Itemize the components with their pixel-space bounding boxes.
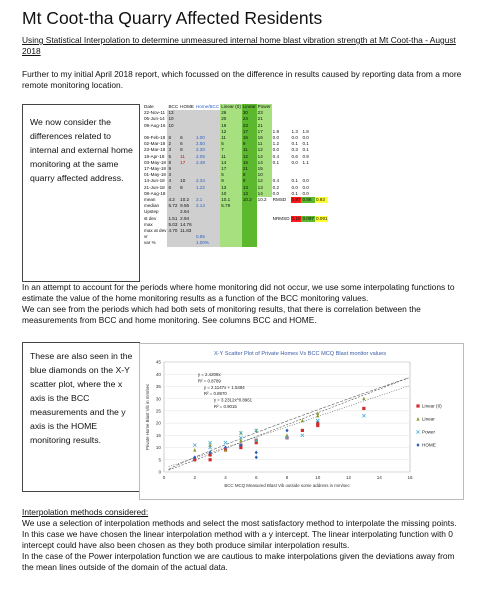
table-cell: 7	[220, 147, 242, 153]
table-cell: 3	[167, 147, 179, 153]
table-cell: 0.86	[301, 197, 315, 203]
trendline-equation: R² = 0.9015	[213, 404, 237, 409]
table-cell: 0.93	[315, 197, 329, 203]
legend-marker	[416, 430, 419, 433]
x-tick-label: 2	[193, 475, 197, 480]
table-cell: 1.00	[195, 135, 220, 141]
legend-label: Linear (0)	[422, 403, 442, 409]
x-tick-label: 12	[345, 475, 352, 480]
legend-label: Power	[422, 429, 436, 435]
y-tick-label: 35	[155, 384, 161, 390]
table-cell: 8	[179, 185, 195, 191]
table-cell: 5	[220, 172, 242, 178]
table-cell	[167, 240, 179, 246]
legend-marker	[416, 417, 419, 421]
x-tick-label: 10	[315, 475, 321, 480]
methods-paragraph-2: In this case we have chosen the linear interpolation method with a y intercept. The linear interpolating function with 0 intercept could have also been chosen as they both produce similar interpolation results.	[22, 529, 453, 550]
y-tick-label: 40	[155, 371, 161, 377]
table-cell: 17	[242, 129, 257, 135]
trendline-equation: y = 3.2312x^0.8961	[213, 397, 253, 403]
table-cell: 0.0	[302, 135, 309, 141]
table-cell: st dev	[144, 215, 157, 221]
table-cell: 14	[220, 160, 242, 166]
table-cell	[257, 240, 272, 246]
table-cell: 2.64	[179, 209, 195, 215]
table-cell: 10	[167, 116, 179, 122]
table-cell: median	[144, 203, 160, 209]
table-cell: 20	[220, 116, 242, 122]
table-cell: 10	[179, 178, 195, 184]
y-tick-label: 30	[155, 396, 161, 402]
table-cell: 11	[220, 154, 242, 160]
scatter-plot-svg	[140, 344, 463, 499]
y-tick-label: 45	[155, 359, 161, 365]
table-cell: 10.2	[179, 197, 195, 203]
table-cell: 2.05	[195, 154, 220, 160]
table-cell: 0.091	[315, 215, 328, 221]
table-cell: 05-Jun-14	[144, 116, 165, 122]
y-tick-label: 10	[155, 445, 161, 451]
spreadsheet-table	[143, 104, 463, 273]
table-cell: 5	[167, 154, 179, 160]
table-cell: 11	[179, 154, 195, 160]
table-cell: 0.0	[291, 184, 298, 190]
table-cell: 16	[242, 135, 257, 141]
table-cell: 21	[257, 123, 272, 129]
data-point	[301, 429, 304, 432]
table-cell: 14-Jun-18	[144, 178, 165, 184]
y-tick-label: 20	[155, 420, 161, 426]
table-cell	[242, 240, 257, 246]
table-cell: 0.3	[291, 147, 298, 153]
data-grid	[143, 104, 328, 247]
table-cell: 19	[220, 123, 242, 129]
paragraph-interpolation: In an attempt to account for the periods where home monitoring did not occur, we use some interpolating functions to estimate the value of the home monitoring results as a function of the BCC monitoring values.	[22, 282, 455, 303]
table-cell: 14.76	[179, 222, 195, 228]
table-cell: 1.9	[272, 128, 280, 134]
table-cell: 1.3	[291, 128, 298, 134]
table-cell: 2.30	[195, 147, 220, 153]
scatter-chart	[139, 343, 464, 500]
y-tick-label: 5	[158, 457, 161, 463]
table-cell: 2.14	[195, 203, 220, 209]
chart-title: X-Y Scatter Plot of Private Homes Vs BCC MCQ Blast monitor values	[213, 351, 387, 357]
table-cell: 6	[167, 185, 179, 191]
table-cell: 0.1	[291, 141, 298, 147]
data-point	[209, 458, 212, 461]
header-cell: HOME	[180, 104, 194, 109]
table-cell: 2.1	[195, 197, 220, 203]
table-cell: 9	[242, 141, 257, 147]
table-cell	[220, 240, 242, 246]
table-cell: 23	[257, 110, 272, 116]
table-cell: 1.00%	[195, 240, 220, 246]
legend-marker	[416, 404, 419, 407]
interpolation-explanation	[22, 282, 462, 326]
table-cell	[301, 240, 315, 246]
trendline-equation: y = 2.4208x	[197, 372, 221, 377]
table-cell: 0.0	[272, 147, 280, 153]
table-cell: 30	[242, 110, 257, 116]
table-cell: 0.4	[272, 178, 280, 184]
table-cell: 9	[242, 178, 257, 184]
table-cell: 10	[220, 191, 242, 197]
table-cell: 06-Feb-18	[144, 135, 166, 141]
y-tick-label: 0	[158, 469, 161, 475]
table-cell: 10.2	[242, 197, 257, 203]
table-cell: 12	[257, 178, 272, 184]
table-cell: 10.2	[257, 197, 267, 203]
intro-paragraph: Further to my initial April 2018 report, which focussed on the difference in results caused by reporting data from a more remote monitoring location.	[22, 69, 462, 90]
table-cell: 9	[167, 166, 179, 172]
header-cell: Linear	[242, 104, 256, 109]
table-cell: 1.22	[195, 185, 220, 191]
table-cell: 17	[257, 129, 272, 135]
table-cell: 15	[257, 166, 272, 172]
table-cell: 14	[257, 154, 272, 160]
table-cell: 11	[220, 135, 242, 141]
stats-row	[143, 240, 328, 246]
table-cell: 24	[242, 116, 257, 122]
table-cell	[179, 240, 195, 246]
table-cell: 8	[242, 172, 257, 178]
legend-marker	[416, 443, 419, 447]
table-cell: 1.2	[272, 141, 280, 147]
table-cell: 1.1	[302, 159, 309, 165]
table-cell: 0.0	[272, 190, 280, 196]
table-cell: 10	[167, 123, 179, 129]
x-tick-label: 4	[224, 475, 227, 480]
table-cell: 6	[179, 141, 195, 147]
table-cell: var %	[144, 240, 156, 246]
table-cell: 0.0	[302, 190, 309, 196]
table-cell: 0.1	[291, 190, 298, 196]
y-axis-label: Private Home Blast Vib in mm/sec	[145, 383, 150, 451]
legend-label: Linear	[422, 416, 435, 422]
table-cell: 2.34	[195, 178, 220, 184]
table-cell: 0.6	[291, 153, 298, 159]
table-cell: 17	[179, 160, 195, 166]
table-cell: 9.56	[179, 203, 195, 209]
y-tick-label: 15	[155, 432, 161, 438]
table-cell: 4	[167, 178, 179, 184]
table-cell: 10	[257, 172, 272, 178]
table-cell: 14	[257, 160, 272, 166]
sidebar-note-text: These are also seen in the blue diamonds on the X-Y scatter plot, where the x axis is the BCC measurements and the y axis is the HOME monitoring results.	[30, 351, 133, 445]
legend-label: HOME	[422, 442, 436, 448]
table-cell: 22-Nov-11	[144, 110, 166, 116]
data-point	[362, 407, 365, 410]
table-cell: 15	[242, 160, 257, 166]
table-cell: 11.83	[179, 228, 195, 234]
table-cell: 09-Aug-16	[144, 122, 166, 128]
x-tick-label: 16	[407, 475, 413, 480]
x-tick-label: 14	[376, 475, 382, 480]
header-cell: Power	[257, 104, 271, 109]
table-cell	[272, 240, 291, 246]
table-cell: 13	[257, 185, 272, 191]
sidebar-note-text: We now consider the differences related to internal and external home monitoring at the same quarry affected address.	[30, 117, 133, 183]
table-cell: 0.1	[272, 159, 280, 165]
table-cell: Upstep	[144, 209, 159, 215]
table-cell: 0.1	[302, 141, 309, 147]
methods-heading: Interpolation methods considered:	[22, 507, 149, 517]
table-cell: 3	[167, 172, 179, 178]
table-cell: 19-Apr-18	[144, 153, 165, 159]
header-cell: Home/BCC	[195, 104, 220, 109]
table-cell: 6	[179, 135, 195, 141]
table-cell: 23-Mar-18	[144, 147, 166, 153]
table-cell: 13	[242, 185, 257, 191]
table-cell: 0.85	[195, 234, 220, 240]
table-cell: 5.72	[168, 203, 178, 209]
x-axis-label: BCC MCQ Measured Blast Vib outside some address in mm/sec	[224, 483, 350, 488]
table-cell: 23	[242, 123, 257, 129]
table-cell: 11	[242, 147, 257, 153]
table-cell: 0.0	[302, 178, 309, 184]
methods-paragraph-1: We use a selection of interpolation methods and select the most satisfactory method to interpolate the missing points.	[22, 518, 457, 528]
header-cell: Linear (0)	[221, 104, 241, 109]
table-cell: 21	[257, 116, 272, 122]
table-cell: max at dev	[144, 228, 167, 234]
table-cell: 0.0	[291, 135, 298, 141]
table-cell: 0.1	[291, 178, 298, 184]
methods-paragraph-3: In the case of the Power interpolation function we are cautious to make interpolations given the deviations away from the mean lines outside of the domain of the actual data.	[22, 551, 455, 572]
paragraph-correlation: We can see from the periods which had both sets of monitoring results, that there is correlation between the measurements from BCC and home monitoring. See columns BCC and HOME.	[22, 304, 421, 325]
table-cell: 17-May-18	[144, 166, 166, 172]
table-cell: 8	[179, 147, 195, 153]
table-cell: NRMSD	[272, 215, 290, 221]
table-cell: 9	[220, 178, 242, 184]
table-cell: vr	[144, 234, 148, 240]
table-cell: 17	[220, 166, 242, 172]
table-cell: 0.0	[302, 184, 309, 190]
sidebar-note-differences	[22, 104, 140, 282]
table-cell: 13	[242, 191, 257, 197]
data-point	[316, 424, 319, 427]
table-cell: mean	[144, 197, 156, 203]
table-cell: 6	[167, 135, 179, 141]
table-cell: 14	[257, 191, 272, 197]
table-cell: 0.0	[272, 135, 280, 141]
table-cell: 0.10	[291, 215, 301, 221]
table-cell: 0.1	[302, 147, 309, 153]
table-cell: 0.097	[302, 215, 314, 221]
table-cell: 08-Aug-18	[144, 190, 166, 196]
table-cell: max	[144, 221, 153, 227]
x-tick-label: 6	[254, 475, 258, 480]
table-cell: 5.03	[168, 221, 178, 227]
table-cell: 11	[257, 141, 272, 147]
table-cell: 21-Jun-18	[144, 184, 165, 190]
x-tick-label: 8	[285, 475, 289, 480]
y-tick-label: 25	[155, 408, 161, 414]
table-cell: 1.51	[168, 215, 178, 221]
sidebar-note-scatter	[22, 342, 140, 492]
table-cell: 4.70	[168, 228, 178, 234]
methods-section	[22, 518, 462, 573]
table-cell: 21	[242, 166, 257, 172]
table-cell: 10.1	[220, 197, 242, 203]
table-cell: 13	[167, 110, 179, 116]
x-tick-label: 0	[162, 475, 166, 480]
table-cell: 2	[167, 141, 179, 147]
table-cell: 2.94	[179, 216, 195, 222]
table-cell: 0.87	[291, 197, 301, 203]
table-cell: 0.4	[272, 153, 280, 159]
table-cell	[291, 240, 302, 246]
trendline-equation: y = 2.1147x + 1.5494	[203, 384, 245, 390]
table-cell: 26	[220, 110, 242, 116]
table-cell: 16	[257, 135, 272, 141]
table-cell: 0.9	[302, 153, 309, 159]
table-cell: 2.48	[195, 160, 220, 166]
table-cell: 12	[220, 129, 242, 135]
table-cell: 0.2	[272, 184, 280, 190]
table-cell: 0.0	[291, 159, 298, 165]
table-cell: 12	[242, 154, 257, 160]
trendline-equation: R² = 0.8789	[197, 378, 221, 384]
page-title: Mt Coot-tha Quarry Affected Residents	[22, 8, 323, 28]
table-cell: RMSD	[272, 197, 287, 203]
trendline-equation: R² = 0.8970	[203, 391, 227, 397]
report-subtitle: Using Statistical Interpolation to determine unmeasured internal home blast vibration strength at Mt Coot-tha - August 2018	[22, 35, 456, 56]
table-cell: 4.2	[167, 197, 179, 203]
table-cell: 1.8	[302, 128, 309, 134]
header-cell: BCC	[168, 104, 179, 109]
table-cell: 2.50	[195, 141, 220, 147]
table-cell: 5.79	[220, 203, 242, 209]
table-cell: 5	[220, 141, 242, 147]
table-cell: 02-Mar-18	[144, 141, 166, 147]
table-cell: 01-May-18	[144, 172, 166, 178]
header-cell: Date	[144, 104, 154, 109]
table-cell: 12	[257, 147, 272, 153]
table-cell: 8	[167, 160, 179, 166]
table-cell: 13	[220, 185, 242, 191]
table-cell: 03-May-18	[144, 159, 166, 165]
